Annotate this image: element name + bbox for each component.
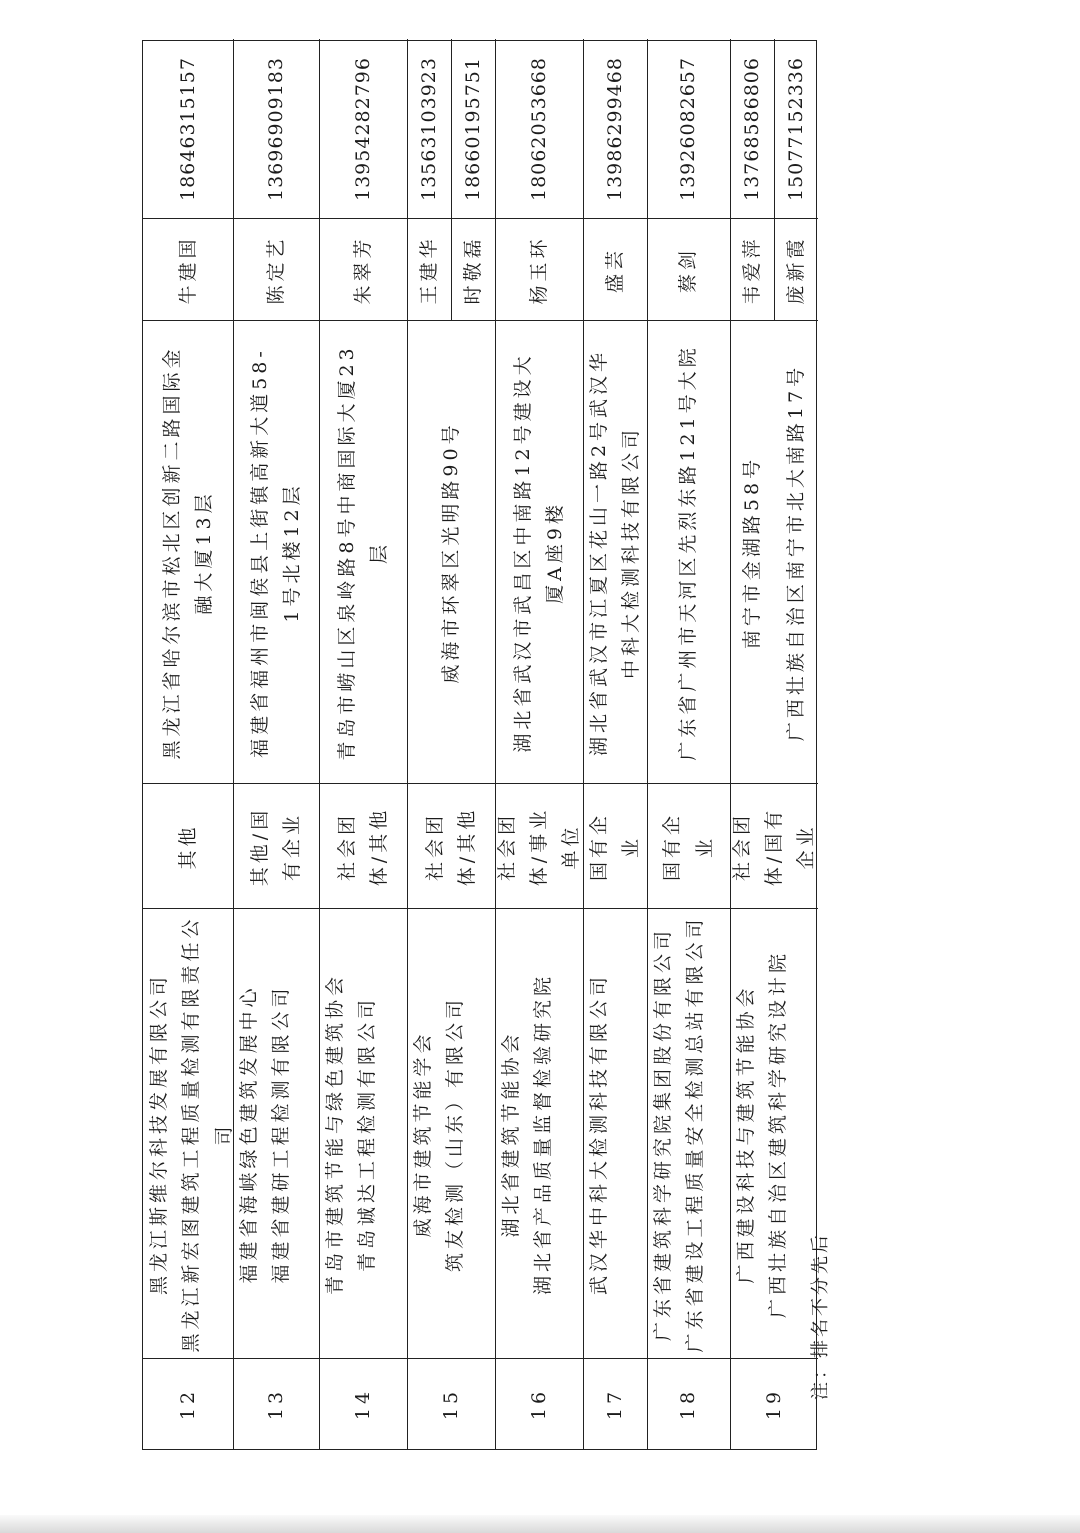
- contact-name: 陈定艺: [264, 235, 287, 305]
- address: 湖北省武汉市江夏区花山一路2号武汉华中科大检测科技有限公司: [587, 348, 642, 757]
- member-table: [142, 40, 817, 1450]
- row-number: 16: [527, 1387, 550, 1421]
- row-number: 12: [176, 1387, 199, 1421]
- unit-name: 青岛诚达工程检测有限公司: [356, 996, 379, 1273]
- unit-name: 黑龙江新宏图建筑工程质量检测有限责任公司: [180, 915, 235, 1353]
- unit-type: 其他: [176, 823, 199, 870]
- contact-divider: [774, 39, 775, 321]
- address: 湖北省武汉市武昌区中南路12号建设大厦A座9楼: [511, 352, 566, 753]
- unit-names: [647, 909, 730, 1359]
- unit-type: 其他/国有企业: [248, 806, 303, 887]
- contact-phone: 13986299468: [603, 57, 626, 201]
- unit-names: [730, 909, 818, 1359]
- contact-name: 王建华: [417, 235, 440, 305]
- row-number: 15: [439, 1387, 462, 1421]
- unit-name: 武汉华中科大检测科技有限公司: [588, 973, 610, 1296]
- unit-name: 广西壮族自治区建筑科学研究设计院: [767, 950, 790, 1319]
- contact-phone: 13926082657: [677, 57, 700, 201]
- unit-name: 湖北省产品质量监督检验研究院: [532, 973, 555, 1296]
- unit-name: 湖北省建筑节能协会: [500, 1030, 522, 1238]
- contact-phone: 13563103923: [417, 57, 440, 201]
- contact-phone: 18062053668: [527, 57, 550, 201]
- contact-phone: 18660195751: [461, 57, 484, 201]
- row-number: 17: [603, 1387, 626, 1421]
- contact-name: 牛建国: [176, 235, 199, 305]
- address: 青岛市崂山区泉岭路8号中商国际大厦23层: [335, 344, 390, 761]
- unit-name: 福建省海峡绿色建筑发展中心: [238, 984, 260, 1284]
- address: 南宁市金湖路58号: [740, 455, 763, 650]
- contact-phone: 13954282796: [351, 57, 374, 201]
- unit-names: [233, 909, 319, 1359]
- contact-name: 庞新霞: [784, 235, 807, 305]
- contact-name: 盛芸: [603, 247, 626, 294]
- unit-type: 国有企业: [587, 812, 642, 882]
- unit-type: 社会团体/事业单位: [495, 806, 583, 887]
- unit-name: 黑龙江斯维尔科技发展有限公司: [148, 973, 170, 1296]
- unit-names: [583, 909, 647, 1359]
- contact-phone: 18646315157: [176, 57, 199, 201]
- unit-name: 威海市建筑节能学会: [412, 1030, 434, 1238]
- contact-name: 韦爱萍: [740, 235, 763, 305]
- contact-name: 蔡剑: [677, 247, 700, 294]
- contact-phone: 13696909183: [264, 57, 287, 201]
- unit-name: 广西建设科技与建筑节能协会: [735, 984, 757, 1284]
- unit-names: [407, 909, 495, 1359]
- unit-name: 广东省建设工程质量安全检测总站有限公司: [684, 915, 707, 1353]
- row-number: 19: [762, 1387, 785, 1421]
- row-number: 18: [677, 1387, 700, 1421]
- contact-name: 杨玉环: [527, 235, 550, 305]
- address: 威海市环翠区光明路90号: [439, 421, 462, 684]
- unit-type: 社会团体/其他: [423, 806, 478, 887]
- unit-names: [495, 909, 583, 1359]
- unit-name: 青岛市建筑节能与绿色建筑协会: [324, 973, 346, 1296]
- unit-names: [319, 909, 407, 1359]
- row-number: 13: [264, 1387, 287, 1421]
- contact-phone: 15077152336: [784, 57, 807, 201]
- address: 广西壮族自治区南宁市北大南路17号: [784, 363, 807, 742]
- footnote: 注：排名不分先后: [810, 1232, 831, 1400]
- unit-names: [143, 909, 233, 1359]
- scan-edge: [0, 1515, 1080, 1533]
- contact-phone: 13768586806: [740, 57, 763, 201]
- address: 广东省广州市天河区先烈东路121号大院: [677, 344, 700, 761]
- row-number: 14: [351, 1387, 374, 1421]
- contact-name: 时敬磊: [461, 235, 484, 305]
- unit-type: 社会团体/其他: [335, 806, 390, 887]
- address: 黑龙江省哈尔滨市松北区创新二路国际金融大厦13层: [160, 345, 215, 760]
- unit-name: 福建省建研工程检测有限公司: [270, 984, 293, 1284]
- address: 福建省福州市闽侯县上街镇高新大道58-1号北楼12层: [248, 347, 303, 758]
- unit-name: 筑友检测（山东）有限公司: [444, 996, 467, 1273]
- unit-type: 社会团体/国有企业: [730, 806, 818, 887]
- unit-name: 广东省建筑科学研究院集团股份有限公司: [652, 927, 674, 1342]
- contact-divider: [451, 39, 452, 321]
- unit-type: 国有企业: [661, 812, 716, 882]
- contact-name: 朱翠芳: [351, 235, 374, 305]
